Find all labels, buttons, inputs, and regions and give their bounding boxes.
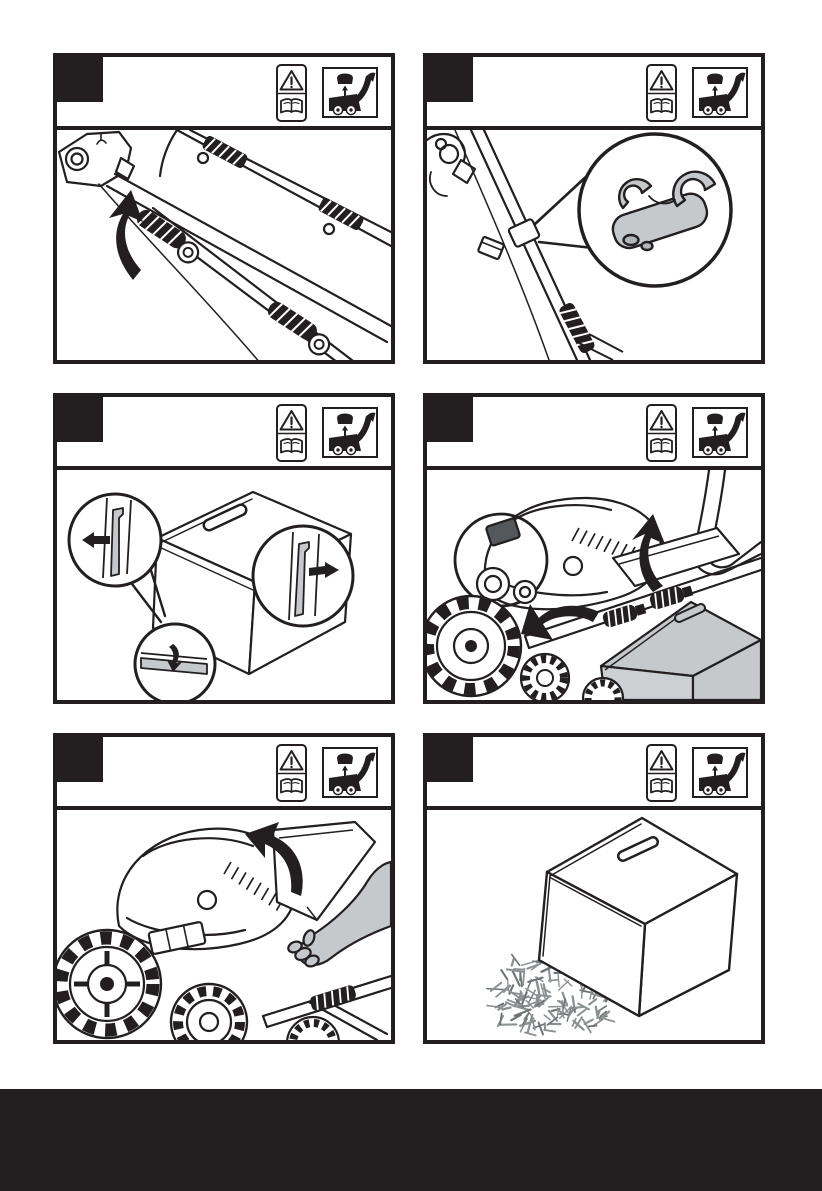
- instruction-panel-3: [53, 393, 395, 704]
- header-icons: [646, 744, 748, 802]
- warning-read-manual-icon: [646, 744, 677, 802]
- mower-grass-bag-icon: [322, 407, 378, 458]
- instruction-panel-5: [53, 733, 395, 1044]
- warning-read-manual-icon: [646, 64, 677, 122]
- step-number-box: [423, 53, 473, 102]
- mower-grass-bag-icon: [322, 747, 378, 798]
- warning-read-manual-icon: [276, 404, 307, 462]
- step-number-box: [53, 53, 103, 102]
- illustration-lift-flap: [57, 810, 391, 1040]
- mower-grass-bag-icon: [692, 67, 748, 118]
- footer-black-bar: [0, 1089, 822, 1191]
- warning-read-manual-icon: [646, 404, 677, 462]
- warning-read-manual-icon: [276, 64, 307, 122]
- illustration-attach-grass-box: [427, 470, 761, 700]
- illustration-empty-box: [427, 810, 761, 1040]
- illustration-unfold-handle: [57, 130, 391, 360]
- header-icons: [276, 404, 378, 462]
- instruction-panel-4: [423, 393, 765, 704]
- warning-read-manual-icon: [276, 744, 307, 802]
- step-number-box: [423, 733, 473, 782]
- panel-header: [57, 737, 391, 810]
- step-number-box: [423, 393, 473, 442]
- header-icons: [646, 64, 748, 122]
- step-number-box: [53, 733, 103, 782]
- step-number-box: [53, 393, 103, 442]
- panel-header: [427, 737, 761, 810]
- mower-grass-bag-icon: [322, 67, 378, 118]
- panel-header: [57, 397, 391, 470]
- illustration-grass-box-clips: [57, 470, 391, 700]
- instruction-panel-1: [53, 53, 395, 364]
- panel-header: [427, 397, 761, 470]
- panel-header: [57, 57, 391, 130]
- illustration-cable-clip: [427, 130, 761, 360]
- header-icons: [276, 64, 378, 122]
- header-icons: [646, 404, 748, 462]
- header-icons: [276, 744, 378, 802]
- instruction-panel-2: [423, 53, 765, 364]
- mower-grass-bag-icon: [692, 747, 748, 798]
- panel-header: [427, 57, 761, 130]
- mower-grass-bag-icon: [692, 407, 748, 458]
- instruction-panel-6: [423, 733, 765, 1044]
